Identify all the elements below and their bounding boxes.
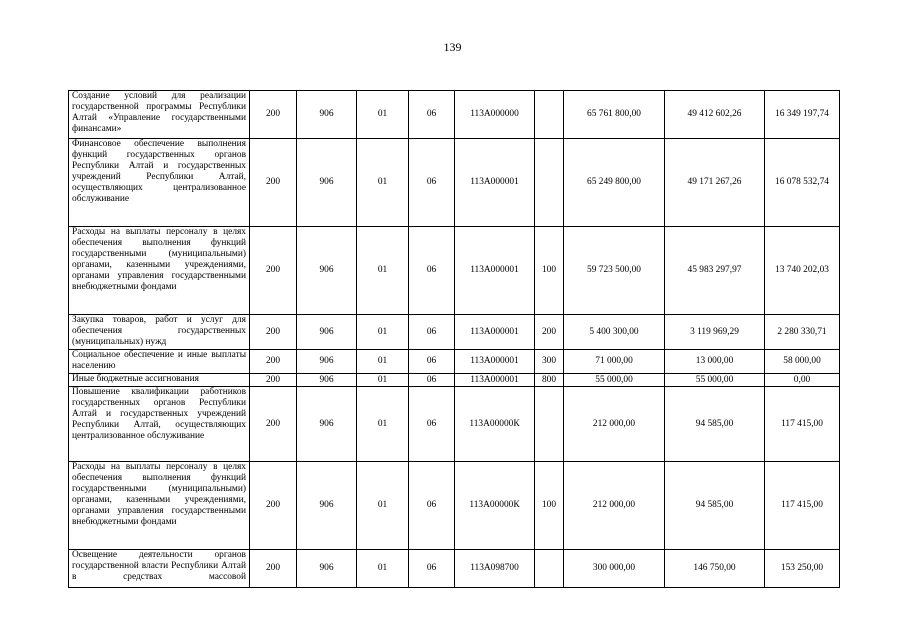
diff-amount: 153 250,00 xyxy=(765,550,840,588)
diff-amount: 16 078 532,74 xyxy=(765,139,840,227)
subsection-code: 06 xyxy=(409,227,455,315)
gov-code: 200 xyxy=(250,350,297,374)
type-code: 200 xyxy=(535,315,564,350)
plan-amount: 71 000,00 xyxy=(564,350,665,374)
type-code: 100 xyxy=(535,462,564,550)
plan-amount: 212 000,00 xyxy=(564,387,665,462)
target-code: 113А000001 xyxy=(455,139,535,227)
actual-amount: 3 119 969,29 xyxy=(665,315,765,350)
table-row xyxy=(69,387,840,462)
actual-amount: 146 750,00 xyxy=(665,550,765,588)
actual-amount: 94 585,00 xyxy=(665,462,765,550)
row-name: Иные бюджетные ассигнования xyxy=(69,374,250,387)
plan-amount: 300 000,00 xyxy=(564,550,665,588)
diff-amount: 117 415,00 xyxy=(765,387,840,462)
table-row xyxy=(69,227,840,315)
subsection-code: 06 xyxy=(409,387,455,462)
ministry-code: 906 xyxy=(297,550,357,588)
row-name: Освещение деятельности органов государственной власти Республики Алтай в средствах массовой xyxy=(69,550,250,588)
target-code: 113А000001 xyxy=(455,350,535,374)
gov-code: 200 xyxy=(250,550,297,588)
table-row xyxy=(69,139,840,227)
target-code: 113А000000 xyxy=(455,91,535,139)
target-code: 113А00000К xyxy=(455,462,535,550)
diff-amount: 16 349 197,74 xyxy=(765,91,840,139)
section-code: 01 xyxy=(357,374,409,387)
plan-amount: 59 723 500,00 xyxy=(564,227,665,315)
target-code: 113А000001 xyxy=(455,374,535,387)
section-code: 01 xyxy=(357,462,409,550)
diff-amount: 58 000,00 xyxy=(765,350,840,374)
plan-amount: 212 000,00 xyxy=(564,462,665,550)
table-row xyxy=(69,374,840,387)
type-code xyxy=(535,139,564,227)
diff-amount: 0,00 xyxy=(765,374,840,387)
actual-amount: 94 585,00 xyxy=(665,387,765,462)
ministry-code: 906 xyxy=(297,227,357,315)
budget-table xyxy=(68,90,840,588)
actual-amount: 45 983 297,97 xyxy=(665,227,765,315)
plan-amount: 65 761 800,00 xyxy=(564,91,665,139)
row-name: Создание условий для реализации государственной программы Республики Алтай «Управление государственными финансами» xyxy=(69,91,250,139)
ministry-code: 906 xyxy=(297,139,357,227)
actual-amount: 55 000,00 xyxy=(665,374,765,387)
section-code: 01 xyxy=(357,350,409,374)
subsection-code: 06 xyxy=(409,550,455,588)
section-code: 01 xyxy=(357,139,409,227)
gov-code: 200 xyxy=(250,227,297,315)
table-row xyxy=(69,550,840,588)
subsection-code: 06 xyxy=(409,315,455,350)
section-code: 01 xyxy=(357,387,409,462)
page-number: 139 xyxy=(443,40,462,54)
diff-amount: 117 415,00 xyxy=(765,462,840,550)
gov-code: 200 xyxy=(250,139,297,227)
plan-amount: 55 000,00 xyxy=(564,374,665,387)
gov-code: 200 xyxy=(250,315,297,350)
table-row xyxy=(69,315,840,350)
row-name: Финансовое обеспечение выполнения функций государственных органов Республики Алтай и государственных учреждений Республики Алтай, осуществляющих централизованное обслуживание xyxy=(69,139,250,227)
diff-amount: 2 280 330,71 xyxy=(765,315,840,350)
actual-amount: 13 000,00 xyxy=(665,350,765,374)
target-code: 113А00000К xyxy=(455,387,535,462)
section-code: 01 xyxy=(357,550,409,588)
section-code: 01 xyxy=(357,91,409,139)
plan-amount: 65 249 800,00 xyxy=(564,139,665,227)
target-code: 113А000001 xyxy=(455,227,535,315)
gov-code: 200 xyxy=(250,387,297,462)
target-code: 113А000001 xyxy=(455,315,535,350)
section-code: 01 xyxy=(357,227,409,315)
table-row xyxy=(69,91,840,139)
subsection-code: 06 xyxy=(409,350,455,374)
ministry-code: 906 xyxy=(297,315,357,350)
subsection-code: 06 xyxy=(409,91,455,139)
type-code: 800 xyxy=(535,374,564,387)
plan-amount: 5 400 300,00 xyxy=(564,315,665,350)
row-name: Повышение квалификации работников государственных органов Республики Алтай и государственных учреждений Республики Алтай, осуществляющих централизованное обслуживание xyxy=(69,387,250,462)
ministry-code: 906 xyxy=(297,91,357,139)
type-code: 300 xyxy=(535,350,564,374)
row-name: Расходы на выплаты персоналу в целях обеспечения выполнения функций государственными (муниципальными) органами, казенными учреждениями, органами управления государственными внебюджетными фондами xyxy=(69,462,250,550)
subsection-code: 06 xyxy=(409,374,455,387)
actual-amount: 49 412 602,26 xyxy=(665,91,765,139)
ministry-code: 906 xyxy=(297,374,357,387)
type-code: 100 xyxy=(535,227,564,315)
subsection-code: 06 xyxy=(409,462,455,550)
target-code: 113А098700 xyxy=(455,550,535,588)
diff-amount: 13 740 202,03 xyxy=(765,227,840,315)
row-name: Социальное обеспечение и иные выплаты населению xyxy=(69,350,250,374)
row-name: Расходы на выплаты персоналу в целях обеспечения выполнения функций государственными (муниципальными) органами, казенными учреждениями, органами управления государственными внебюджетными фондами xyxy=(69,227,250,315)
ministry-code: 906 xyxy=(297,387,357,462)
ministry-code: 906 xyxy=(297,350,357,374)
gov-code: 200 xyxy=(250,374,297,387)
row-name: Закупка товаров, работ и услуг для обеспечения государственных (муниципальных) нужд xyxy=(69,315,250,350)
subsection-code: 06 xyxy=(409,139,455,227)
table-row xyxy=(69,462,840,550)
table-row xyxy=(69,350,840,374)
section-code: 01 xyxy=(357,315,409,350)
ministry-code: 906 xyxy=(297,462,357,550)
gov-code: 200 xyxy=(250,91,297,139)
type-code xyxy=(535,550,564,588)
actual-amount: 49 171 267,26 xyxy=(665,139,765,227)
gov-code: 200 xyxy=(250,462,297,550)
type-code xyxy=(535,91,564,139)
type-code xyxy=(535,387,564,462)
